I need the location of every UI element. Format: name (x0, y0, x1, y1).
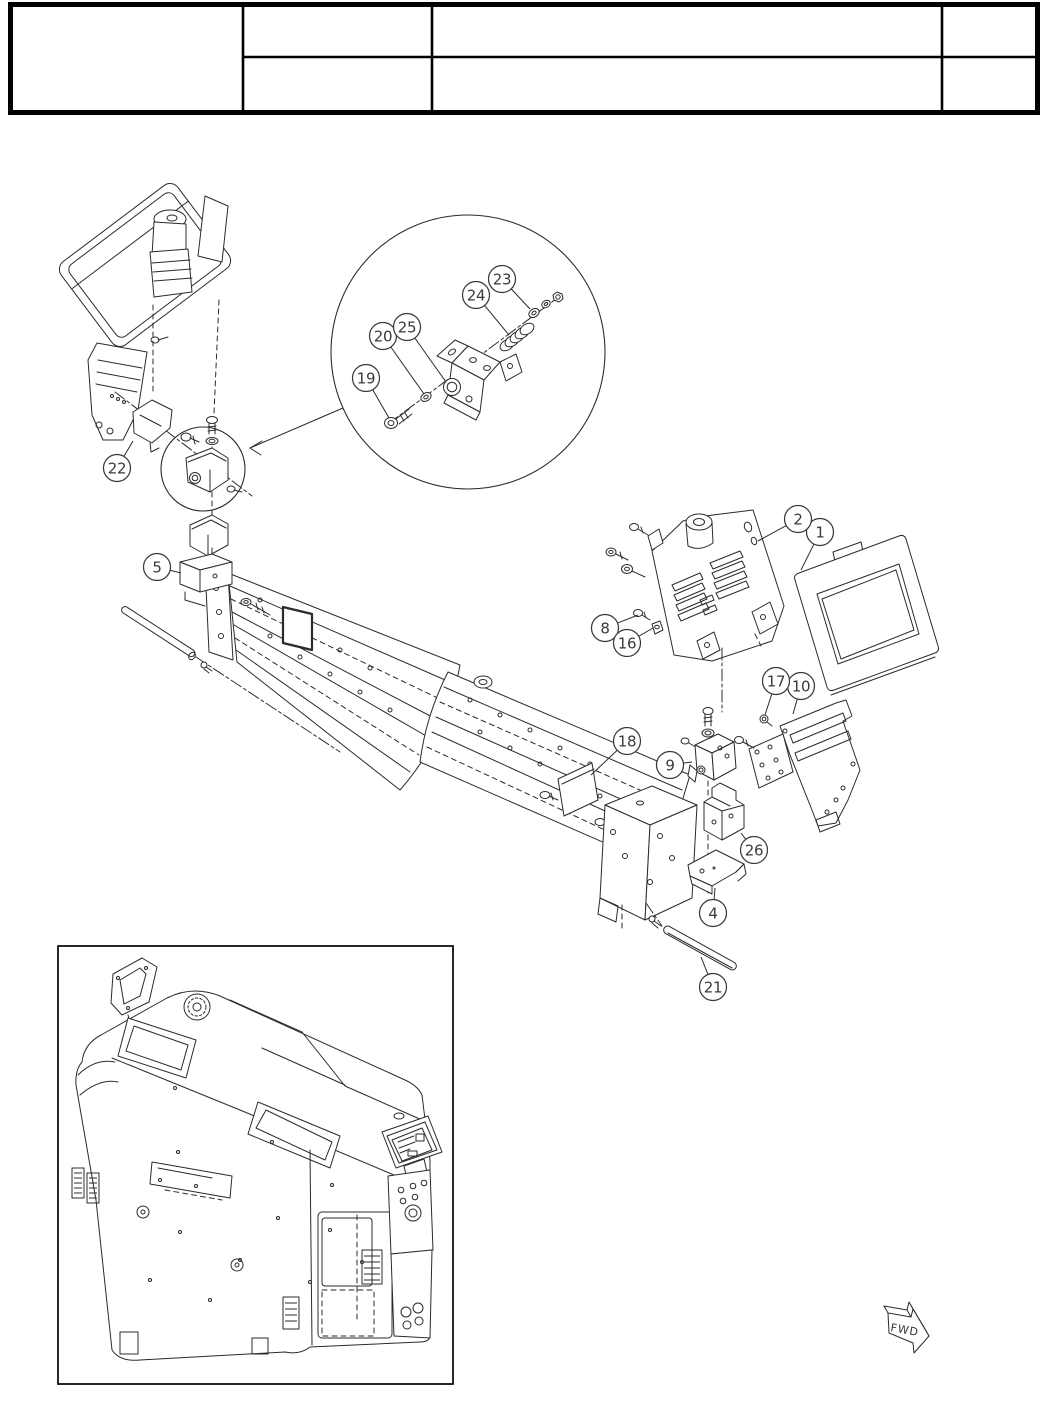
callout-number-21: 21 (703, 978, 723, 997)
plate-screw-c (622, 565, 633, 574)
mount-plate-10 (780, 700, 860, 832)
monitor-side-edge (198, 196, 228, 262)
bracket-screw (181, 433, 191, 441)
pivot-bracket-chain (115, 392, 343, 562)
display-panel-1 (795, 535, 939, 695)
callout-leader-5 (170, 570, 181, 573)
plate-screw-b (606, 548, 616, 556)
hex-nut (553, 292, 563, 302)
detail-bracket (437, 340, 522, 420)
callout-number-25: 25 (397, 318, 417, 337)
callout-number-1: 1 (815, 523, 825, 542)
callout-number-2: 2 (793, 510, 803, 529)
callout-leader-17 (765, 694, 772, 715)
monitor-assembly (55, 180, 234, 413)
vertical-screw-head (207, 417, 218, 424)
header-table (11, 4, 1039, 113)
callout-leader-21 (701, 957, 708, 974)
nut-16 (652, 621, 663, 634)
callout-leader-23 (511, 289, 530, 309)
rail-boss (474, 676, 492, 688)
callout-number-23: 23 (492, 270, 512, 289)
plate-screw-a (630, 524, 639, 531)
callout-number-9: 9 (665, 756, 675, 775)
callout-number-8: 8 (600, 619, 610, 638)
magnifier-arrow-line (250, 408, 343, 448)
detail-magnifier-circle (331, 215, 605, 489)
callout-leader-20 (391, 347, 424, 394)
rail-flag-plate (283, 607, 312, 650)
callout-leader-10 (793, 699, 797, 714)
callout-leader-22 (124, 441, 133, 456)
assembly-axis-dashed-2 (214, 300, 219, 413)
pod-main-button (405, 1205, 421, 1221)
pod-tower-lower (391, 1250, 432, 1338)
u-bracket-26 (704, 783, 744, 840)
callout-leader-19 (373, 390, 389, 418)
exploded-view-figure (55, 180, 938, 972)
spring-24 (498, 321, 536, 353)
bushing-25 (444, 379, 461, 396)
callout-leader-2 (758, 526, 786, 541)
bracket-stack-assembly (681, 700, 860, 894)
lower-feeder-rail (420, 672, 738, 971)
machine-inset (58, 946, 453, 1384)
callout-number-19: 19 (356, 369, 376, 388)
callout-leader-4 (714, 888, 715, 900)
callout-number-4: 4 (708, 904, 718, 923)
callout-leader-1 (801, 544, 814, 570)
callout-number-17: 17 (766, 672, 786, 691)
monitor-mount-block (150, 249, 192, 297)
callout-number-24: 24 (466, 286, 486, 305)
washer-stack-23 (527, 292, 563, 319)
callout-number-10: 10 (791, 677, 811, 696)
guide-rod (120, 605, 212, 673)
callout-leader-26 (741, 833, 746, 839)
callout-number-26: 26 (744, 841, 764, 860)
callout-number-20: 20 (373, 327, 393, 346)
station-block (598, 786, 697, 928)
callout-leader-9 (683, 762, 692, 763)
fan-knob (184, 994, 210, 1020)
callout-number-18: 18 (617, 732, 637, 751)
callout-number-5: 5 (152, 558, 162, 577)
fwd-label: FWD (889, 1321, 920, 1339)
callout-number-22: 22 (107, 459, 127, 478)
callout-leader-25 (415, 338, 446, 382)
header-table-border (11, 5, 1038, 113)
callout-leader-16 (639, 628, 653, 636)
rail-washer (241, 599, 251, 606)
callout-leader-8 (618, 615, 638, 623)
rail-screw-18 (540, 792, 550, 799)
foot-plate-4 (688, 850, 746, 894)
fwd-arrow (884, 1302, 929, 1353)
vented-plate-assembly (606, 510, 784, 712)
callout-number-16: 16 (617, 634, 637, 653)
upper-feeder-rail (120, 554, 460, 790)
callout-leader-24 (485, 305, 509, 335)
bracket-axis-dashdot (115, 392, 252, 496)
